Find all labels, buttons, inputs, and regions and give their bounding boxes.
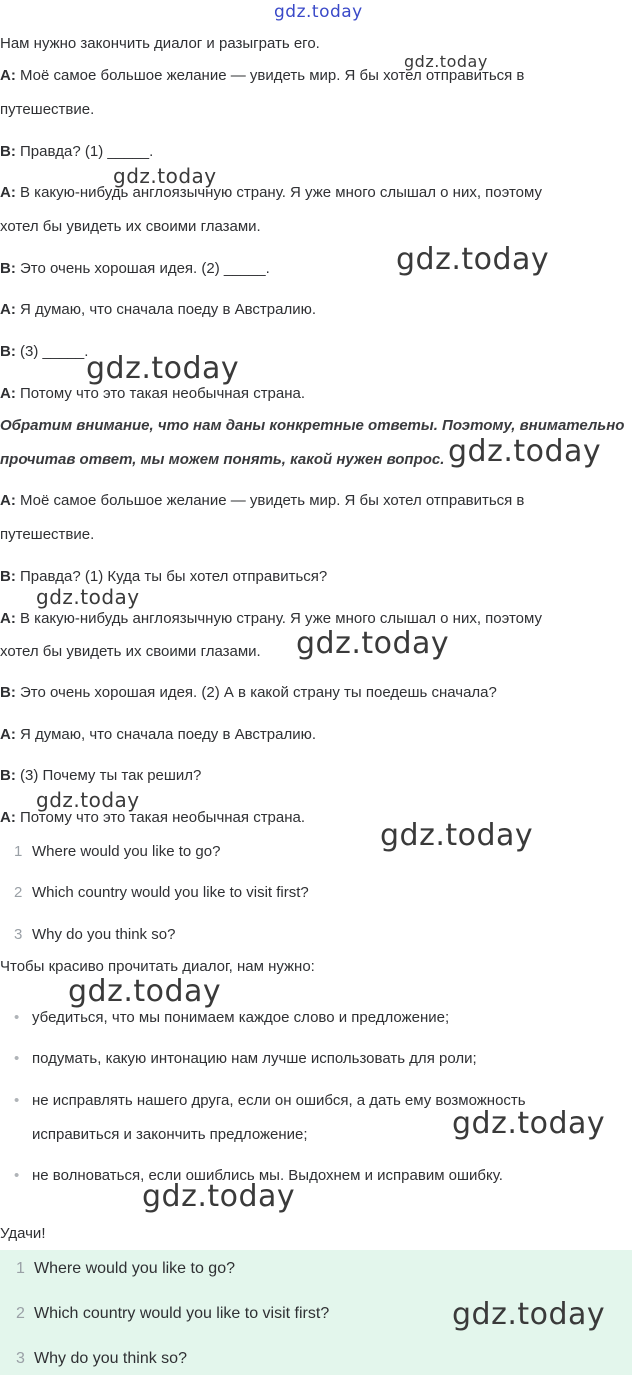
tip-item-3: • не исправлять нашего друга, если он ошибся, а дать ему возможность <box>14 1092 526 1109</box>
note-line-2: прочитав ответ, мы можем понять, какой нужен вопрос. <box>0 451 445 468</box>
speaker-label: A: <box>0 610 16 627</box>
dialog2-line-3a: A: В какую-нибудь англоязычную страну. Я уже много слышал о них, поэтому <box>0 610 542 627</box>
speaker-label: B: <box>0 343 16 360</box>
dialog1-line-3b: хотел бы увидеть их своими глазами. <box>0 218 261 235</box>
bullet-icon: • <box>14 1009 20 1026</box>
note-line-1: Обратим внимание, что нам даны конкретные ответы. Поэтому, внимательно <box>0 417 625 434</box>
watermark: gdz.today <box>452 1297 606 1332</box>
dialog1-line-2: B: Правда? (1) _____. <box>0 143 154 160</box>
watermark: gdz.today <box>396 242 550 277</box>
dialog2-line-2: B: Правда? (1) Куда ты бы хотел отправиться? <box>0 568 328 585</box>
answer-item-1: 1 Where would you like to go? <box>14 843 221 860</box>
tips-intro: Чтобы красиво прочитать диалог, нам нужно: <box>0 958 315 975</box>
watermark: gdz.today <box>404 52 488 71</box>
speaker-label: A: <box>0 67 16 84</box>
bullet-icon: • <box>14 1167 20 1184</box>
speaker-label: B: <box>0 260 16 277</box>
dialog1-line-6: B: (3) _____. <box>0 343 89 360</box>
watermark: gdz.today <box>68 974 222 1009</box>
watermark: gdz.today <box>86 351 240 386</box>
answer-item-3: 3 Why do you think so? <box>14 926 176 943</box>
speaker-label: A: <box>0 492 16 509</box>
final-answer-2: 2 Which country would you like to visit first? <box>16 1305 330 1322</box>
watermark-top: gdz.today <box>274 2 363 22</box>
watermark: gdz.today <box>36 585 140 609</box>
dialog1-line-1b: путешествие. <box>0 101 95 118</box>
speaker-label: A: <box>0 301 16 318</box>
watermark: gdz.today <box>142 1179 296 1214</box>
tip-item-2: • подумать, какую интонацию нам лучше использовать для роли; <box>14 1050 477 1067</box>
watermark: gdz.today <box>36 788 140 812</box>
dialog2-line-7: A: Потому что это такая необычная страна. <box>0 809 306 826</box>
dialog1-line-4: B: Это очень хорошая идея. (2) _____. <box>0 260 270 277</box>
watermark: gdz.today <box>113 164 217 188</box>
dialog1-line-3a: A: В какую-нибудь англоязычную страну. Я уже много слышал о них, поэтому <box>0 184 542 201</box>
speaker-label: A: <box>0 726 16 743</box>
dialog2-line-6: B: (3) Почему ты так решил? <box>0 767 202 784</box>
dialog2-line-1a: A: Моё самое большое желание — увидеть мир. Я бы хотел отправиться в <box>0 492 525 509</box>
bullet-icon: • <box>14 1050 20 1067</box>
intro-text: Нам нужно закончить диалог и разыграть его. <box>0 35 320 52</box>
speaker-label: B: <box>0 568 16 585</box>
final-answer-3: 3 Why do you think so? <box>16 1350 187 1367</box>
watermark: gdz.today <box>296 626 450 661</box>
dialog1-line-1a: A: Моё самое большое желание — увидеть мир. Я бы хотел отправиться в <box>0 67 525 84</box>
watermark: gdz.today <box>452 1106 606 1141</box>
answer-item-2: 2 Which country would you like to visit first? <box>14 884 309 901</box>
dialog1-line-5: A: Я думаю, что сначала поеду в Австралию. <box>0 301 317 318</box>
tip-item-1: • убедиться, что мы понимаем каждое слово и предложение; <box>14 1009 450 1026</box>
speaker-label: B: <box>0 767 16 784</box>
speaker-label: A: <box>0 809 16 826</box>
dialog2-line-5: A: Я думаю, что сначала поеду в Австралию. <box>0 726 317 743</box>
dialog1-line-7: A: Потому что это такая необычная страна. <box>0 385 306 402</box>
tip-item-3-cont: исправиться и закончить предложение; <box>32 1126 308 1143</box>
final-answer-1: 1 Where would you like to go? <box>16 1260 235 1277</box>
watermark: gdz.today <box>448 434 602 469</box>
dialog2-line-1b: путешествие. <box>0 526 95 543</box>
speaker-label: A: <box>0 385 16 402</box>
dialog2-line-3b: хотел бы увидеть их своими глазами. <box>0 643 261 660</box>
speaker-label: A: <box>0 184 16 201</box>
outro-text: Удачи! <box>0 1225 46 1242</box>
speaker-label: B: <box>0 684 16 701</box>
dialog2-line-4: B: Это очень хорошая идея. (2) А в какой страну ты поедешь сначала? <box>0 684 497 701</box>
speaker-label: B: <box>0 143 16 160</box>
tip-item-4: • не волноваться, если ошиблись мы. Выдохнем и исправим ошибку. <box>14 1167 503 1184</box>
bullet-icon: • <box>14 1092 20 1109</box>
watermark: gdz.today <box>380 818 534 853</box>
